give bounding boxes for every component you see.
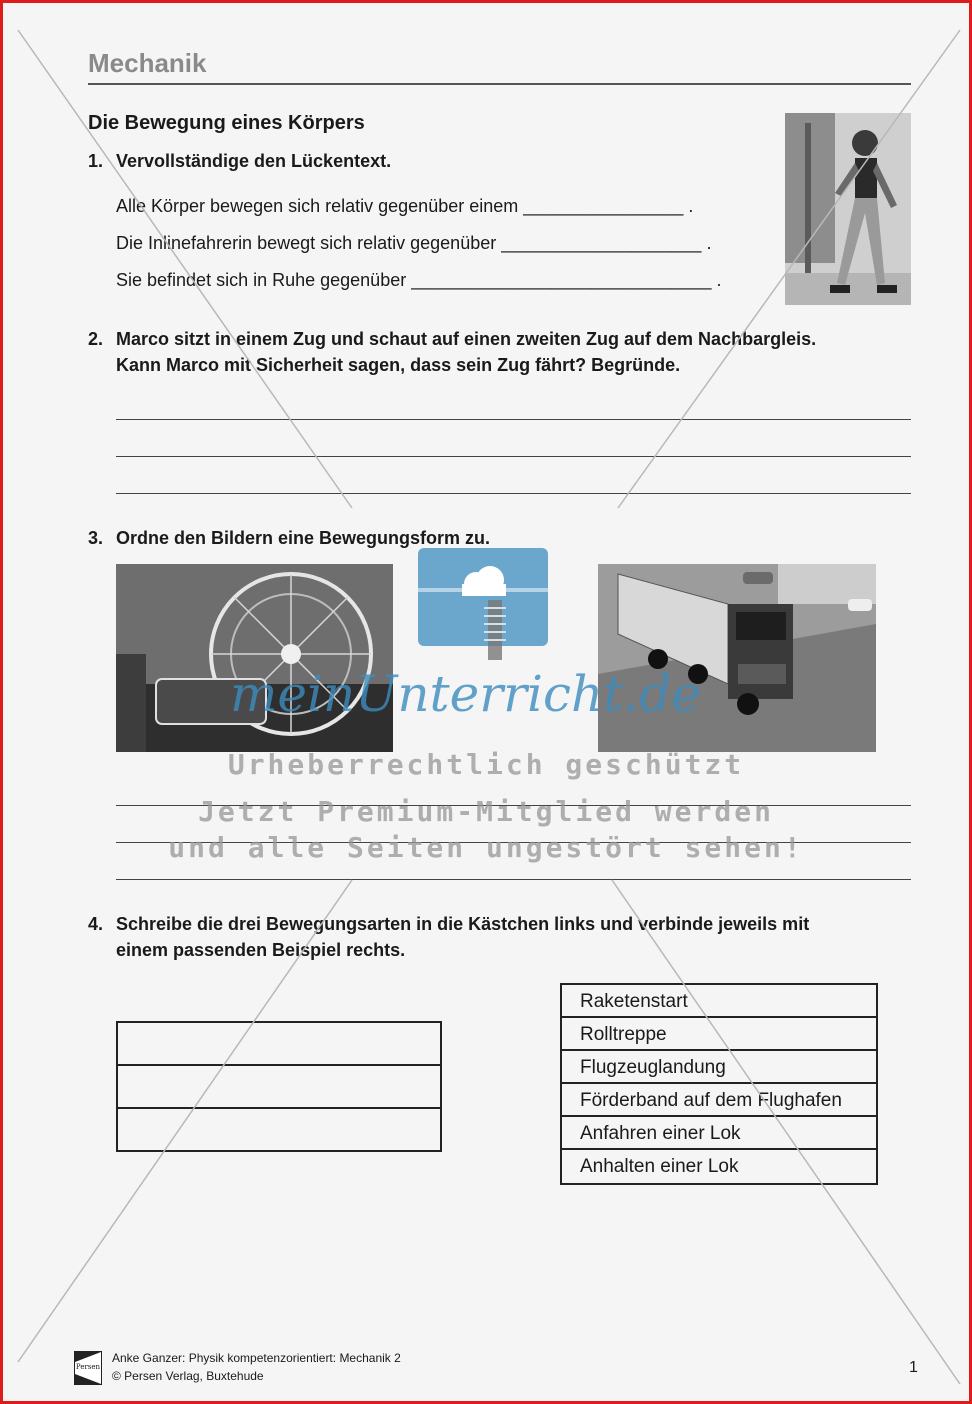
movement-type-box[interactable]	[118, 1109, 440, 1150]
examples-table	[560, 983, 878, 1185]
page-number: 1	[909, 1359, 918, 1376]
watermark-line-1: Urheberrechtlich geschützt	[227, 748, 745, 781]
section-title: Die Bewegung eines Körpers	[88, 112, 365, 134]
publisher-logo	[74, 1351, 102, 1385]
task-number: 1.	[88, 151, 104, 171]
example-row[interactable]: Anhalten einer Lok	[580, 1156, 739, 1177]
task-number: 4.	[88, 914, 104, 934]
answer-line[interactable]	[116, 456, 911, 457]
publisher-logo-text: Persen	[75, 1363, 101, 1371]
task-text: Kann Marco mit Sicherheit sagen, dass sein Zug fährt? Begründe.	[116, 355, 681, 375]
movement-type-box[interactable]	[118, 1066, 440, 1109]
footer-author-line: Anke Ganzer: Physik kompetenzorientiert: Mechanik 2	[112, 1351, 401, 1365]
movement-type-box[interactable]	[118, 1023, 440, 1066]
task-1	[88, 148, 788, 174]
answer-line[interactable]	[116, 879, 911, 880]
watermark-brand: meinUnterricht.de	[230, 665, 701, 723]
example-row[interactable]: Rolltreppe	[562, 1018, 876, 1051]
task-text: Marco sitzt in einem Zug und schaut auf einen zweiten Zug auf dem Nachbargleis.	[116, 329, 817, 349]
watermark-logo	[418, 548, 548, 646]
truck-photo	[598, 564, 876, 752]
cloze-line-1[interactable]: Alle Körper bewegen sich relativ gegenüber einem ________________ .	[116, 196, 694, 216]
task-number: 2.	[88, 329, 104, 349]
answer-line[interactable]	[116, 419, 911, 420]
example-row[interactable]: Raketenstart	[562, 985, 876, 1018]
example-row[interactable]: Anfahren einer Lok	[562, 1117, 876, 1150]
answer-line[interactable]	[116, 493, 911, 494]
movement-type-boxes	[116, 1021, 442, 1152]
task-2	[88, 326, 908, 378]
header-rule	[88, 83, 911, 85]
watermark-line-3: und alle Seiten ungestört sehen!	[168, 831, 804, 864]
task-4	[88, 911, 908, 963]
footer-publisher-line: © Persen Verlag, Buxtehude	[112, 1369, 264, 1383]
footer-credit	[112, 1349, 401, 1385]
page-header-title: Mechanik	[88, 48, 207, 78]
task-text: Vervollständige den Lückentext.	[116, 151, 392, 171]
example-row[interactable]: Förderband auf dem Flughafen	[562, 1084, 876, 1117]
task-text: Ordne den Bildern eine Bewegungsform zu.	[116, 528, 491, 548]
task-number: 3.	[88, 528, 104, 548]
example-row[interactable]: Flugzeuglandung	[562, 1051, 876, 1084]
cloze-line-3[interactable]: Sie befindet sich in Ruhe gegenüber ______________________________ .	[116, 270, 722, 290]
task-text: Schreibe die drei Bewegungsarten in die Kästchen links und verbinde jeweils mit	[116, 914, 810, 934]
task-text: einem passenden Beispiel rechts.	[116, 940, 406, 960]
cloze-line-2[interactable]: Die Inlinefahrerin bewegt sich relativ gegenüber ____________________ .	[116, 233, 712, 253]
inline-skater-photo	[785, 113, 911, 305]
watermark-line-2: Jetzt Premium-Mitglied werden	[198, 795, 774, 828]
ferris-wheel-photo	[116, 564, 393, 752]
